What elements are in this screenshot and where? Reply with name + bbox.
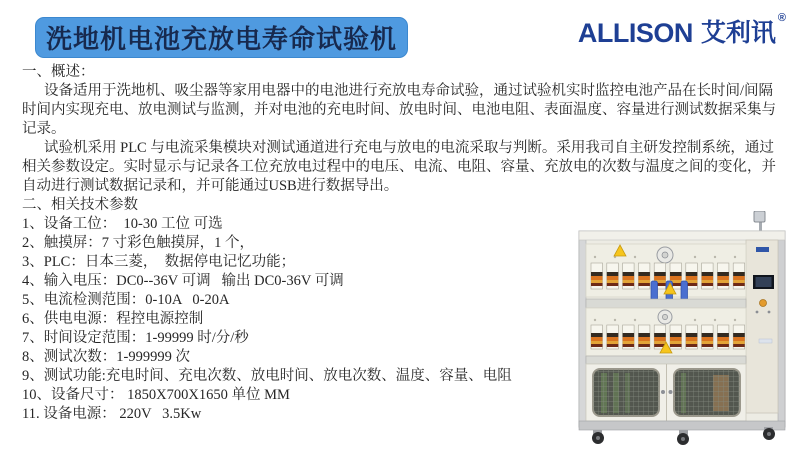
spec-item-dimensions: 10、设备尺寸： 1850X700X1650 单位 MM [22, 387, 290, 403]
door-knob [661, 390, 665, 394]
brand-sticker [756, 247, 769, 252]
mesh-door-right [674, 369, 740, 416]
spec-item-time-range: 7、时间设定范围：1-99999 时/分/秒 [22, 330, 249, 346]
door-knob [669, 390, 673, 394]
overview-heading: 一、概述： [22, 64, 95, 80]
overview-paragraph2-line: 自动进行测试数据记录和，并可能通过USB进行数据导出。 [22, 178, 399, 194]
overview-paragraph1-line: 记录。 [22, 121, 66, 137]
spec-item-plc: 3、PLC：日本三菱， 数据停电记忆功能； [22, 254, 296, 270]
test-module-row-2 [586, 308, 746, 356]
company-logo [577, 12, 786, 48]
spec-item-test-count: 8、测试次数：1-999999 次 [22, 349, 190, 365]
registered-trademark-icon: ® [777, 12, 786, 24]
power-button [760, 300, 767, 307]
spec-item-mains-power: 11. 设备电源： 220V 3.5Kw [22, 406, 202, 422]
spec-item-voltage: 4、输入电压：DC0--36V 可调 输出 DC0-36V 可调 [22, 273, 344, 289]
logo-cjk-text: 艾利讯 [700, 19, 776, 47]
overview-paragraph1-line: 设备适用于洗地机、吸尘器等家用电器中的电池进行充放电寿命试验，通过试验机实时监控电池产品在长时间/间隔 [44, 83, 774, 99]
spec-item-power-supply: 6、供电电源：程控电源控制 [22, 311, 204, 327]
spec-item-stations: 1、设备工位： 10-30 工位 可选 [22, 216, 223, 232]
overview-paragraph2-line: 试验机采用 PLC 与电流采集模块对测试通道进行充电与放电的电流采取与判断。采用我司自主研发控制系统，通过 [44, 140, 774, 156]
overview-paragraph1-line: 时间内实现充电、放电测试与监测，并对电池的充电时间、放电时间、电池电阻、表面温度、容量进行测试数据采集与 [22, 102, 776, 118]
mesh-doors [586, 364, 746, 421]
page-title: 洗地机电池充放电寿命试验机 [45, 25, 397, 54]
spec-item-test-functions: 9、测试功能:充电时间、充电次数、放电时间、放电次数、温度、容量、电阻 [22, 368, 512, 384]
shelf-beam [586, 356, 746, 364]
title-banner [35, 17, 408, 58]
specs-heading: 二、相关技术参数 [22, 197, 138, 213]
machine-photo [563, 211, 800, 448]
logo-latin-text: ALLISON [577, 18, 693, 48]
spec-item-current-range: 5、电流检测范围：0-10A 0-20A [22, 292, 230, 308]
base-and-casters [579, 421, 785, 445]
mesh-door-left [593, 369, 659, 416]
spec-item-touchscreen: 2、触摸屏：7 寸彩色触摸屏，1 个， [22, 235, 254, 251]
shelf-beam [586, 299, 746, 308]
control-panel [746, 240, 778, 413]
overview-paragraph2-line: 相关参数设定。实时显示与记录各工位充放电过程中的电压、电流、电阻、容量、充放电的次数与温度之间的变化，并 [22, 159, 776, 175]
